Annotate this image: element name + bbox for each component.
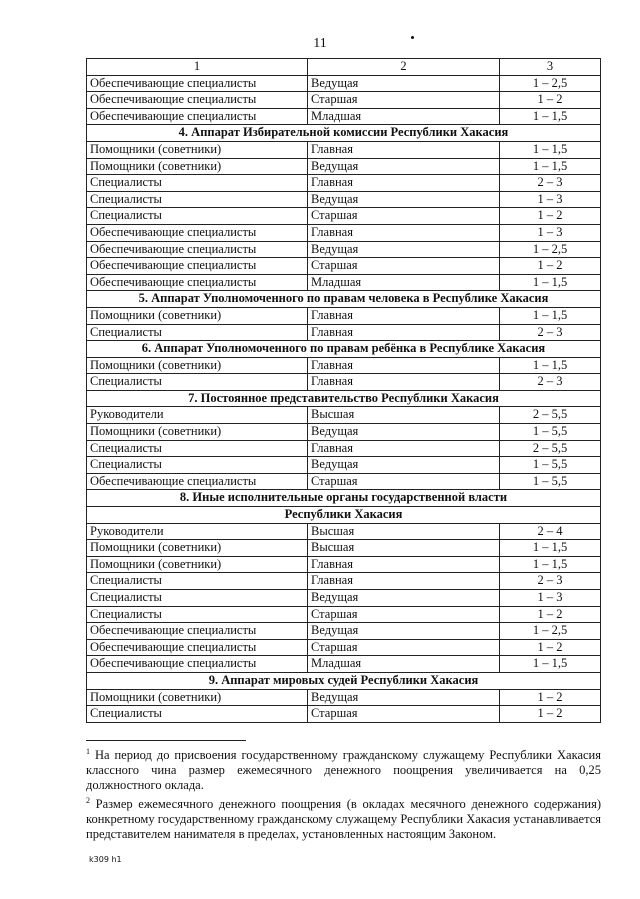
incentive-range: 1 – 5,5 xyxy=(500,473,601,490)
table-row xyxy=(87,175,601,192)
incentive-range: 1 – 2,5 xyxy=(500,241,601,258)
footnote-1 xyxy=(86,744,601,793)
table-row xyxy=(87,75,601,92)
position-group: Ведущая xyxy=(308,689,500,706)
section-title: 7. Постоянное представительство Республики Хакасия xyxy=(87,390,601,407)
position-group: Младшая xyxy=(308,656,500,673)
position-category: Обеспечивающие специалисты xyxy=(87,623,308,640)
section-title: 8. Иные исполнительные органы государственной власти xyxy=(87,490,601,507)
position-category: Руководители xyxy=(87,523,308,540)
position-category: Помощники (советники) xyxy=(87,158,308,175)
table-row xyxy=(87,241,601,258)
incentive-range: 1 – 1,5 xyxy=(500,158,601,175)
incentive-range: 1 – 2 xyxy=(500,606,601,623)
position-group: Старшая xyxy=(308,92,500,109)
section-title: 4. Аппарат Избирательной комиссии Республики Хакасия xyxy=(87,125,601,142)
position-category: Обеспечивающие специалисты xyxy=(87,108,308,125)
position-category: Специалисты xyxy=(87,706,308,723)
table-row xyxy=(87,108,601,125)
table-row xyxy=(87,92,601,109)
incentive-range: 1 – 3 xyxy=(500,590,601,607)
table-row xyxy=(87,208,601,225)
incentive-range: 1 – 2 xyxy=(500,689,601,706)
page-number: 11 xyxy=(313,36,327,51)
position-category: Специалисты xyxy=(87,175,308,192)
table-row xyxy=(87,274,601,291)
table-row xyxy=(87,374,601,391)
position-group: Ведущая xyxy=(308,75,500,92)
table-row xyxy=(87,590,601,607)
table-row xyxy=(87,440,601,457)
incentive-range: 1 – 2 xyxy=(500,639,601,656)
table-row xyxy=(87,141,601,158)
position-group: Старшая xyxy=(308,639,500,656)
table-row xyxy=(87,424,601,441)
salary-table xyxy=(86,58,601,723)
scan-dot xyxy=(411,36,414,39)
section-header-row xyxy=(87,341,601,358)
position-category: Специалисты xyxy=(87,324,308,341)
incentive-range: 2 – 4 xyxy=(500,523,601,540)
position-category: Помощники (советники) xyxy=(87,307,308,324)
incentive-range: 1 – 1,5 xyxy=(500,357,601,374)
position-group: Ведущая xyxy=(308,623,500,640)
position-group: Главная xyxy=(308,556,500,573)
column-header: 1 xyxy=(87,59,308,76)
position-category: Специалисты xyxy=(87,440,308,457)
position-group: Высшая xyxy=(308,407,500,424)
column-header: 3 xyxy=(500,59,601,76)
incentive-range: 1 – 3 xyxy=(500,191,601,208)
section-header-row xyxy=(87,490,601,507)
position-group: Ведущая xyxy=(308,241,500,258)
position-group: Главная xyxy=(308,357,500,374)
incentive-range: 1 – 1,5 xyxy=(500,141,601,158)
footnote-2 xyxy=(86,793,601,842)
position-group: Высшая xyxy=(308,523,500,540)
incentive-range: 1 – 2 xyxy=(500,208,601,225)
table-row xyxy=(87,191,601,208)
position-group: Старшая xyxy=(308,706,500,723)
table-row xyxy=(87,224,601,241)
position-group: Главная xyxy=(308,440,500,457)
incentive-range: 1 – 2 xyxy=(500,92,601,109)
incentive-range: 2 – 3 xyxy=(500,374,601,391)
position-category: Специалисты xyxy=(87,590,308,607)
position-category: Специалисты xyxy=(87,457,308,474)
incentive-range: 1 – 1,5 xyxy=(500,108,601,125)
incentive-range: 1 – 1,5 xyxy=(500,274,601,291)
table-row xyxy=(87,158,601,175)
position-group: Ведущая xyxy=(308,191,500,208)
incentive-range: 1 – 1,5 xyxy=(500,656,601,673)
position-group: Ведущая xyxy=(308,590,500,607)
position-category: Помощники (советники) xyxy=(87,556,308,573)
position-category: Специалисты xyxy=(87,573,308,590)
incentive-range: 2 – 5,5 xyxy=(500,440,601,457)
section-header-row xyxy=(87,672,601,689)
table-row xyxy=(87,457,601,474)
incentive-range: 1 – 2,5 xyxy=(500,75,601,92)
incentive-range: 1 – 3 xyxy=(500,224,601,241)
section-header-row xyxy=(87,390,601,407)
table-row xyxy=(87,573,601,590)
incentive-range: 1 – 1,5 xyxy=(500,307,601,324)
position-category: Руководители xyxy=(87,407,308,424)
position-category: Обеспечивающие специалисты xyxy=(87,241,308,258)
table-row xyxy=(87,656,601,673)
position-category: Помощники (советники) xyxy=(87,689,308,706)
position-category: Специалисты xyxy=(87,191,308,208)
position-category: Обеспечивающие специалисты xyxy=(87,258,308,275)
footnote-text: На период до присвоения государственному гражданскому служащему Республики Хакасия классного чина размер ежемесячного денежного поощрения увеличивается на 0,25 должностного оклада. xyxy=(86,748,601,793)
position-group: Главная xyxy=(308,374,500,391)
footnote-divider xyxy=(86,740,246,741)
position-category: Специалисты xyxy=(87,374,308,391)
footnote-text: Размер ежемесячного денежного поощрения (в окладах месячного денежного содержания) конкретному государственному гражданскому служащему Республики Хакасия устанавливается представителем нанимателя в пределах, установленных настоящим Законом. xyxy=(86,797,601,842)
incentive-range: 2 – 3 xyxy=(500,324,601,341)
table-row xyxy=(87,540,601,557)
position-group: Ведущая xyxy=(308,424,500,441)
section-header-row xyxy=(87,507,601,524)
position-category: Обеспечивающие специалисты xyxy=(87,639,308,656)
position-group: Главная xyxy=(308,141,500,158)
section-header-row xyxy=(87,291,601,308)
table-body xyxy=(87,59,601,723)
table-row xyxy=(87,324,601,341)
document-code: k309 h1 xyxy=(89,855,122,864)
footnotes xyxy=(86,740,601,842)
incentive-range: 1 – 5,5 xyxy=(500,424,601,441)
position-category: Обеспечивающие специалисты xyxy=(87,473,308,490)
position-group: Старшая xyxy=(308,258,500,275)
footnote-mark: 2 xyxy=(86,796,90,806)
incentive-range: 1 – 2 xyxy=(500,258,601,275)
footnote-mark: 1 xyxy=(86,747,90,756)
table-row xyxy=(87,689,601,706)
position-group: Главная xyxy=(308,324,500,341)
position-category: Помощники (советники) xyxy=(87,357,308,374)
position-category: Помощники (советники) xyxy=(87,424,308,441)
position-category: Специалисты xyxy=(87,208,308,225)
incentive-range: 1 – 2,5 xyxy=(500,623,601,640)
table-row xyxy=(87,523,601,540)
table-row xyxy=(87,606,601,623)
section-header-row xyxy=(87,125,601,142)
table-row xyxy=(87,258,601,275)
position-group: Главная xyxy=(308,224,500,241)
incentive-range: 2 – 5,5 xyxy=(500,407,601,424)
table-header-row xyxy=(87,59,601,76)
incentive-range: 2 – 3 xyxy=(500,573,601,590)
table-row xyxy=(87,556,601,573)
position-category: Помощники (советники) xyxy=(87,141,308,158)
position-group: Ведущая xyxy=(308,457,500,474)
section-title: Республики Хакасия xyxy=(87,507,601,524)
position-group: Младшая xyxy=(308,274,500,291)
position-group: Главная xyxy=(308,573,500,590)
position-category: Помощники (советники) xyxy=(87,540,308,557)
section-title: 6. Аппарат Уполномоченного по правам ребёнка в Республике Хакасия xyxy=(87,341,601,358)
position-category: Специалисты xyxy=(87,606,308,623)
position-group: Ведущая xyxy=(308,158,500,175)
position-category: Обеспечивающие специалисты xyxy=(87,224,308,241)
section-title: 5. Аппарат Уполномоченного по правам человека в Республике Хакасия xyxy=(87,291,601,308)
table-row xyxy=(87,639,601,656)
table-row xyxy=(87,307,601,324)
position-group: Младшая xyxy=(308,108,500,125)
position-group: Старшая xyxy=(308,473,500,490)
incentive-range: 1 – 1,5 xyxy=(500,540,601,557)
table-row xyxy=(87,623,601,640)
incentive-range: 1 – 5,5 xyxy=(500,457,601,474)
column-header: 2 xyxy=(308,59,500,76)
position-group: Главная xyxy=(308,175,500,192)
section-title: 9. Аппарат мировых судей Республики Хакасия xyxy=(87,672,601,689)
position-category: Обеспечивающие специалисты xyxy=(87,92,308,109)
position-category: Обеспечивающие специалисты xyxy=(87,656,308,673)
table-row xyxy=(87,407,601,424)
position-group: Главная xyxy=(308,307,500,324)
position-category: Обеспечивающие специалисты xyxy=(87,75,308,92)
incentive-range: 1 – 2 xyxy=(500,706,601,723)
position-group: Старшая xyxy=(308,208,500,225)
position-group: Высшая xyxy=(308,540,500,557)
table-row xyxy=(87,357,601,374)
table-row xyxy=(87,473,601,490)
incentive-range: 2 – 3 xyxy=(500,175,601,192)
table-row xyxy=(87,706,601,723)
position-group: Старшая xyxy=(308,606,500,623)
incentive-range: 1 – 1,5 xyxy=(500,556,601,573)
position-category: Обеспечивающие специалисты xyxy=(87,274,308,291)
